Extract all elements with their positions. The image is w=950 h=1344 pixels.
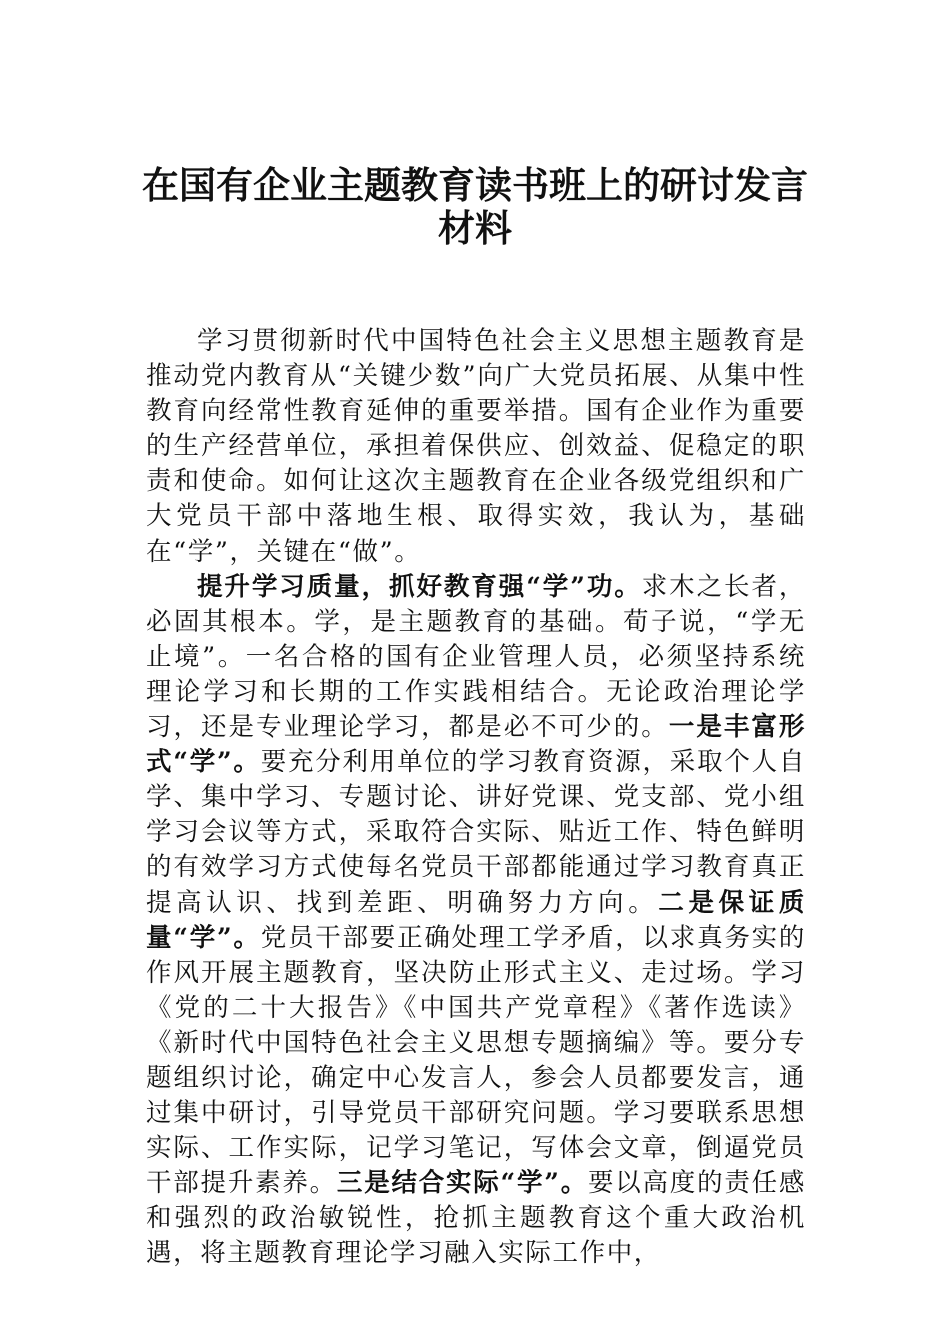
document-body [146,324,806,1272]
document-title-line1: 在国有企业主题教育读书班上的研讨发言 [142,163,808,207]
paragraph-text: 党员干部要正确处理工学矛盾，以求真务实的作风开展主题教育，坚决防止形式主义、走过场。学习《党的二十大报告》《中国共产党章程》《著作选读》《新时代中国特色社会主义思想专题摘编》等。要分专题组织讨论，确定中心发言人，参会人员都要发言，通过集中研讨，引导党员干部研究问题。学习要联系思想实际、工作实际，记学习笔记，写体会文章，倒逼党员干部提升素养。 [146,922,806,1199]
section-paragraph [146,570,806,1272]
intro-paragraph: 学习贯彻新时代中国特色社会主义思想主题教育是推动党内教育从“关键少数”向广大党员拓展、从集中性教育向经常性教育延伸的重要举措。国有企业作为重要的生产经营单位，承担着保供应、创效益、促稳定的职责和使命。如何让这次主题教育在企业各级党组织和广大党员干部中落地生根、取得实效，我认为，基础在“学”，关键在“做”。 [146,326,806,567]
paragraph-text: 求木之长者，必固其根本。学，是主题教育的基础。荀子说，“学无止境”。一名合格的国有企业管理人员，必须坚持系统理论学习和长期的工作实践相结合。无论政治理论学习，还是专业理论学习，都是必不可少的。 [146,571,806,743]
point-heading-1: 一是丰富形式“学”。 [146,712,806,778]
paragraph-text: 要以高度的责任感和强烈的政治敏锐性，抢抓主题教育这个重大政治机遇，将主题教育理论学习融入实际工作中， [146,1168,806,1269]
paragraph-text: 要充分利用单位的学习教育资源，采取个人自学、集中学习、专题讨论、讲好党课、党支部、党小组学习会议等方式，采取符合实际、贴近工作、特色鲜明的有效学习方式使每名党员干部都能通过学习教育真正提高认识、找到差距、明确努力方向。 [146,747,806,918]
point-heading-2: 二是保证质量“学”。 [146,887,806,953]
section-heading: 提升学习质量，抓好教育强“学”功。 [197,571,642,602]
point-heading-3: 三是结合实际“学”。 [336,1168,588,1199]
document-title-line2: 材料 [438,206,512,250]
